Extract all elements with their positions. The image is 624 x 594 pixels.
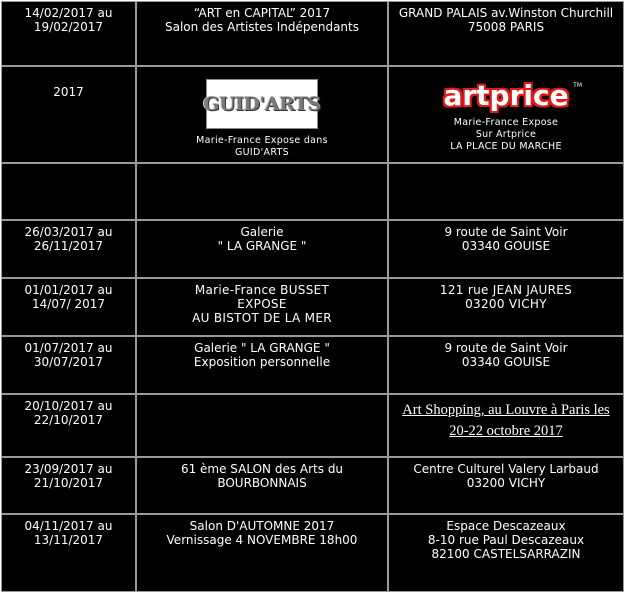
table-row — [1, 163, 624, 220]
date-end: 26/11/2017 — [33, 239, 104, 253]
place-venue: 121 rue JEAN JAURES — [439, 283, 573, 297]
date-start: 04/11/2017 au — [24, 519, 113, 533]
date-cell — [1, 457, 136, 514]
guidarts-caption-line: Marie-France Expose dans — [196, 135, 328, 146]
event-title: Salon D'AUTOMNE 2017 — [189, 519, 335, 533]
event-cell — [136, 1, 388, 66]
place-venue: 9 route de Saint Voir — [444, 341, 568, 355]
link-line[interactable]: Art Shopping, au Louvre à Paris les — [402, 402, 610, 418]
date-end: 14/07/ 2017 — [32, 297, 105, 311]
place-city: 03340 GOUISE — [461, 355, 551, 369]
event-title: “ART en CAPITAL” 2017 — [193, 6, 331, 20]
artprice-caption-line: Sur Artprice — [475, 129, 537, 140]
event-subtitle: BOURBONNAIS — [217, 476, 307, 490]
art-shopping-link[interactable] — [392, 400, 620, 442]
place-cell — [388, 163, 624, 220]
table-row — [1, 1, 624, 66]
date-start: 14/02/2017 au — [24, 6, 113, 20]
place-city: 03200 VICHY — [465, 297, 547, 311]
event-cell — [136, 394, 388, 457]
table-row — [1, 336, 624, 394]
place-cell — [388, 514, 624, 592]
place-city: 03340 GOUISE — [461, 239, 551, 253]
date-cell — [1, 220, 136, 278]
event-title: Galerie — [240, 225, 284, 239]
place-cell — [388, 220, 624, 278]
date-cell — [1, 66, 136, 163]
date-end: 21/10/2017 — [33, 476, 104, 490]
artprice-caption-line: LA PLACE DU MARCHE — [450, 141, 562, 152]
artprice-logo-text: artprice — [443, 79, 569, 112]
event-title: 61 ème SALON des Arts du — [180, 462, 344, 476]
guidarts-cell — [136, 66, 388, 163]
date-start: 01/01/2017 au — [24, 283, 113, 297]
date-end: 13/11/2017 — [33, 533, 104, 547]
place-city: 75008 PARIS — [467, 20, 545, 34]
event-line: Marie-France BUSSET — [194, 283, 330, 297]
artprice-cell — [388, 66, 624, 163]
place-cell — [388, 336, 624, 394]
link-line[interactable]: 20-22 octobre 2017 — [449, 423, 563, 439]
date-cell — [1, 336, 136, 394]
event-cell — [136, 220, 388, 278]
date-year: 2017 — [53, 85, 84, 99]
event-cell — [136, 278, 388, 336]
place-street: 8-10 rue Paul Descazeaux — [427, 533, 585, 547]
event-subtitle: Salon des Artistes Indépendants — [164, 20, 359, 34]
date-cell — [1, 1, 136, 66]
event-title: Galerie " LA GRANGE " — [194, 341, 330, 355]
place-cell — [388, 1, 624, 66]
table-row — [1, 278, 624, 336]
date-start: 23/09/2017 au — [24, 462, 113, 476]
date-cell — [1, 278, 136, 336]
guidarts-logo-text: GUID'ARTS — [203, 93, 321, 115]
date-end: 22/10/2017 — [33, 413, 104, 427]
artprice-caption — [392, 117, 620, 153]
date-end: 19/02/2017 — [33, 20, 104, 34]
place-venue: 9 route de Saint Voir — [444, 225, 568, 239]
artprice-logo[interactable] — [426, 79, 586, 113]
place-cell — [388, 457, 624, 514]
table-row — [1, 514, 624, 592]
place-venue: Espace Descazeaux — [446, 519, 566, 533]
event-subtitle: Exposition personnelle — [193, 355, 331, 369]
guidarts-logo[interactable] — [203, 79, 321, 129]
table-row — [1, 394, 624, 457]
trademark-mark: TM — [573, 82, 582, 89]
guidarts-caption — [140, 135, 384, 159]
place-cell — [388, 394, 624, 457]
place-venue: GRAND PALAIS av.Winston Churchill — [398, 6, 614, 20]
place-city: 03200 VICHY — [466, 476, 546, 490]
event-cell — [136, 514, 388, 592]
place-city: 82100 CASTELSARRAZIN — [431, 547, 581, 561]
event-cell — [136, 457, 388, 514]
date-cell — [1, 514, 136, 592]
table-row — [1, 220, 624, 278]
artprice-caption-line: Marie-France Expose — [453, 117, 559, 128]
event-cell — [136, 163, 388, 220]
date-start: 20/10/2017 au — [24, 399, 113, 413]
place-venue: Centre Culturel Valery Larbaud — [413, 462, 599, 476]
event-cell — [136, 336, 388, 394]
date-start: 26/03/2017 au — [24, 225, 113, 239]
table-row — [1, 66, 624, 163]
event-subtitle: Vernissage 4 NOVEMBRE 18h00 — [166, 533, 358, 547]
date-cell — [1, 394, 136, 457]
table-row — [1, 457, 624, 514]
guidarts-caption-line: GUID'ARTS — [235, 147, 289, 158]
place-cell — [388, 278, 624, 336]
event-line: AU BISTOT DE LA MER — [192, 311, 332, 325]
date-start: 01/07/2017 au — [24, 341, 113, 355]
date-cell — [1, 163, 136, 220]
date-end: 30/07/2017 — [33, 355, 104, 369]
event-line: EXPOSE — [237, 297, 287, 311]
event-subtitle: " LA GRANGE " — [217, 239, 307, 253]
